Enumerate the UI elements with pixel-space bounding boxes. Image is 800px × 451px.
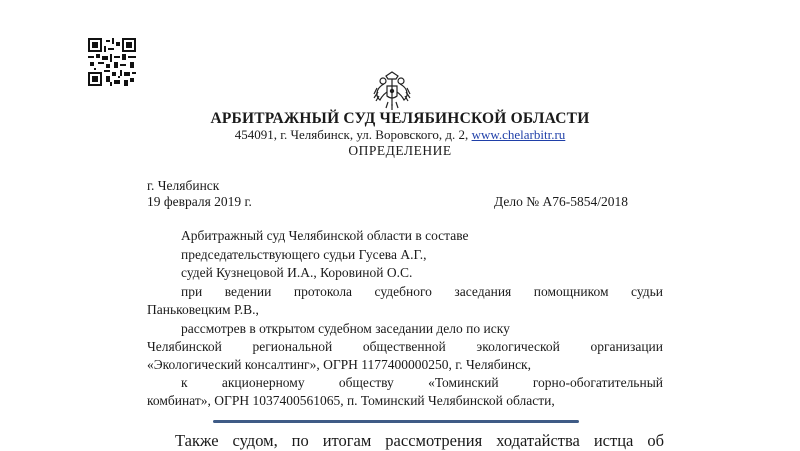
page-divider bbox=[213, 420, 579, 423]
document-type: ОПРЕДЕЛЕНИЕ bbox=[348, 143, 452, 158]
qr-code-icon bbox=[88, 38, 136, 86]
body-line: председательствующего судьи Гусева А.Г., bbox=[181, 247, 427, 262]
body-line: Паньковецким Р.В., bbox=[147, 302, 259, 317]
body-line: Челябинской региональной общественной экологической организации bbox=[147, 339, 663, 354]
coat-of-arms-icon bbox=[372, 70, 412, 112]
body-line: комбинат», ОГРН 1037400561065, п. Томинский Челябинской области, bbox=[147, 393, 555, 408]
court-address-text: 454091, г. Челябинск, ул. Воровского, д. 2, bbox=[234, 127, 472, 142]
body-line: «Экологический консалтинг», ОГРН 1177400000250, г. Челябинск, bbox=[147, 357, 531, 372]
body-line: рассмотрев в открытом судебном заседании дело по иску bbox=[181, 321, 510, 336]
case-number: Дело № А76-5854/2018 bbox=[494, 194, 628, 209]
city: г. Челябинск bbox=[147, 178, 220, 193]
document-date: 19 февраля 2019 г. bbox=[147, 194, 252, 209]
court-address bbox=[0, 127, 800, 143]
court-website-link[interactable]: www.chelarbitr.ru bbox=[471, 127, 566, 142]
next-paragraph: Также судом, по итогам рассмотрения ходатайства истца об bbox=[175, 431, 664, 450]
body-line: Арбитражный суд Челябинской области в составе bbox=[181, 228, 469, 243]
court-name: АРБИТРАЖНЫЙ СУД ЧЕЛЯБИНСКОЙ ОБЛАСТИ bbox=[210, 110, 590, 127]
body-line: при ведении протокола судебного заседания помощником судьи bbox=[181, 284, 663, 299]
body-line: к акционерному обществу «Томинский горно-обогатительный bbox=[181, 375, 663, 390]
body-line: судей Кузнецовой И.А., Коровиной О.С. bbox=[181, 265, 413, 280]
